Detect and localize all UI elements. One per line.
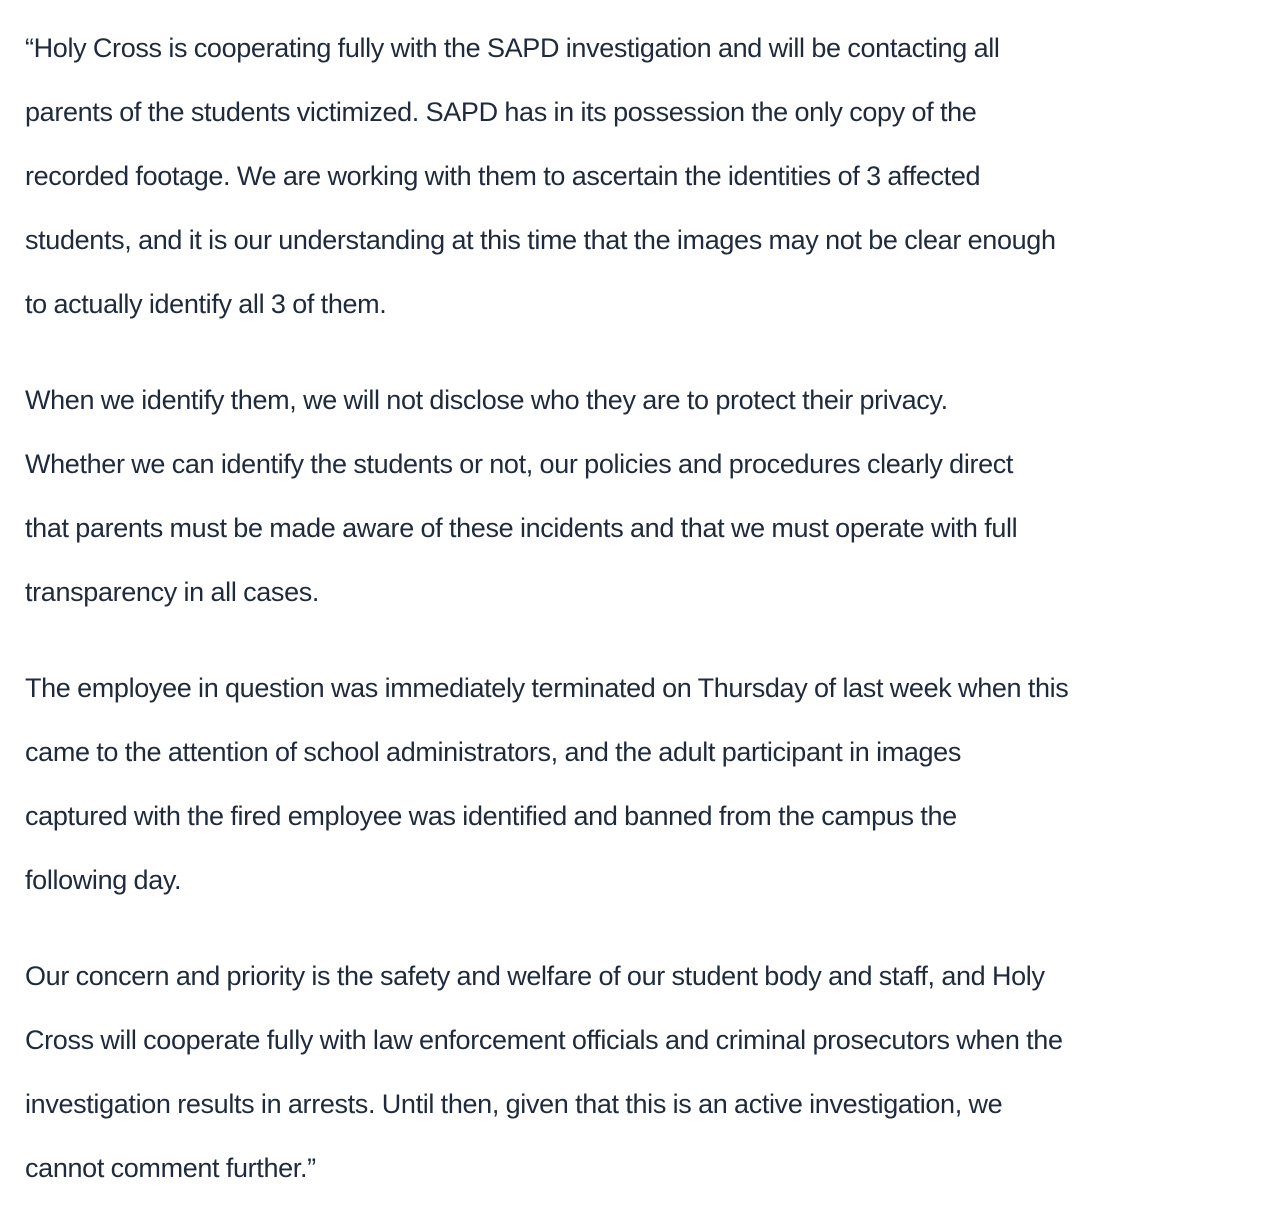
text-line: students, and it is our understanding at this time that the images may not be clear enough [25, 225, 1056, 255]
text-line: Whether we can identify the students or not, our policies and procedures clearly direct [25, 449, 1014, 479]
paragraph-concern [25, 944, 1275, 1200]
paragraph-employee [25, 656, 1275, 912]
text-line: cannot comment further.” [25, 1153, 316, 1183]
text-line: “Holy Cross is cooperating fully with the SAPD investigation and will be contacting all [25, 33, 1000, 63]
text-line: Cross will cooperate fully with law enforcement officials and criminal prosecutors when the [25, 1025, 1063, 1055]
text-line: investigation results in arrests. Until then, given that this is an active investigation, we [25, 1089, 1003, 1119]
paragraph-cooperation [25, 16, 1275, 336]
text-line: The employee in question was immediately terminated on Thursday of last week when this [25, 673, 1069, 703]
text-line: parents of the students victimized. SAPD has in its possession the only copy of the [25, 97, 977, 127]
text-line: came to the attention of school administrators, and the adult participant in images [25, 737, 962, 767]
text-line: Our concern and priority is the safety and welfare of our student body and staff, and Holy [25, 961, 1045, 991]
text-line: that parents must be made aware of these incidents and that we must operate with full [25, 513, 1018, 543]
text-line: transparency in all cases. [25, 577, 320, 607]
paragraph-privacy [25, 368, 1275, 624]
text-line: to actually identify all 3 of them. [25, 289, 387, 319]
article-body [25, 16, 1275, 1232]
text-line: When we identify them, we will not disclose who they are to protect their privacy. [25, 385, 948, 415]
text-line: captured with the fired employee was identified and banned from the campus the [25, 801, 957, 831]
text-line: recorded footage. We are working with them to ascertain the identities of 3 affected [25, 161, 981, 191]
text-line: following day. [25, 865, 182, 895]
